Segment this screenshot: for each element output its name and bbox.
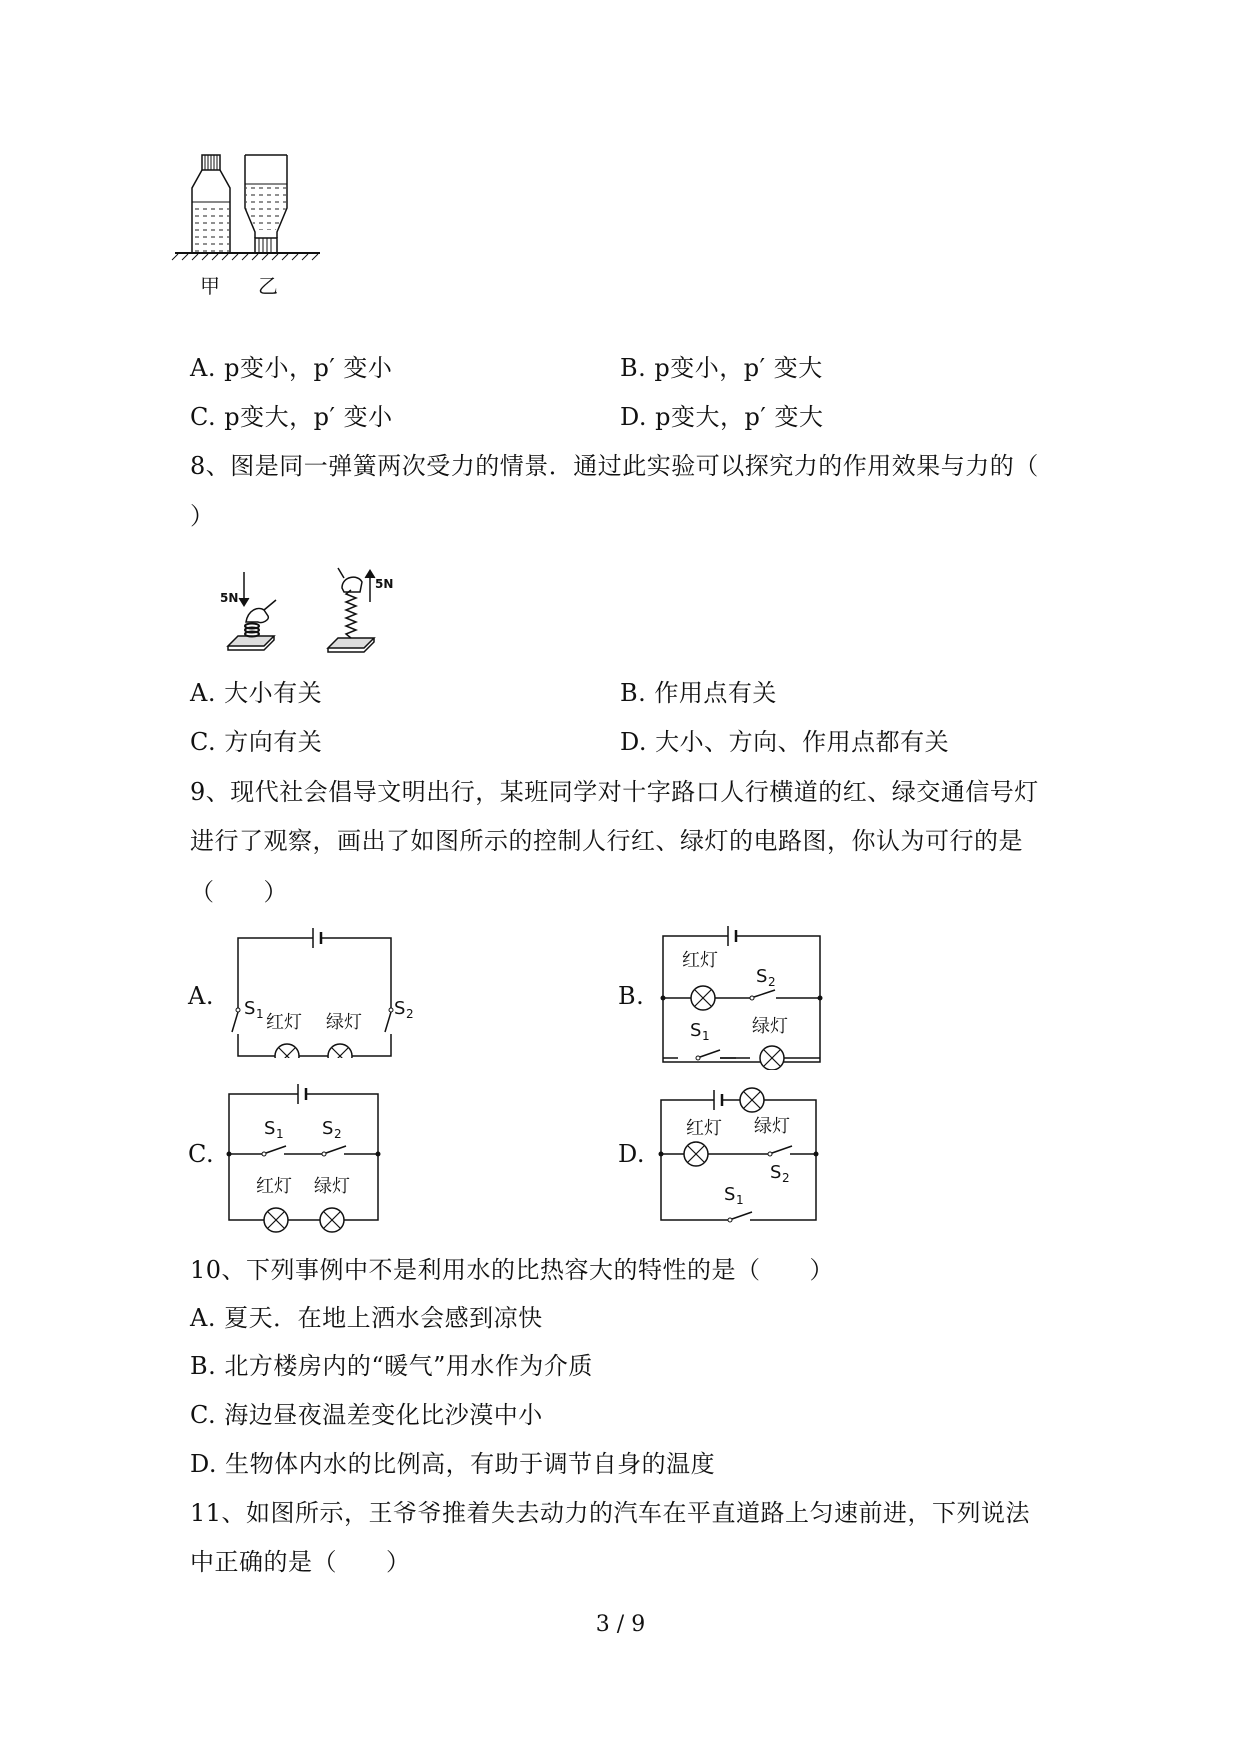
q9d-s2-label: S <box>770 1162 782 1183</box>
q8-force-label-right: 5N <box>375 577 394 591</box>
q9-option-b-letter: B. <box>618 982 645 1010</box>
q9-circuit-c <box>226 1080 386 1234</box>
q9a-s2-label: S <box>394 998 406 1019</box>
q10-option-c: C. 海边昼夜温差变化比沙漠中小 <box>190 1401 543 1429</box>
q8-force-label-left: 5N <box>220 591 239 605</box>
q9b-red-lamp-label: 红灯 <box>682 950 718 971</box>
q9-stem-line3: （ ） <box>190 878 288 906</box>
q8-option-b: B. 作用点有关 <box>620 679 777 707</box>
q8-spring-figure <box>218 566 408 662</box>
q9a-s2-sub: 2 <box>406 1007 414 1021</box>
q8-option-c: C. 方向有关 <box>190 728 323 756</box>
q9-circuit-d <box>658 1086 828 1234</box>
q9-circuit-a <box>228 918 428 1058</box>
q10-option-d: D. 生物体内水的比例高，有助于调节自身的温度 <box>190 1450 716 1478</box>
q9c-red-lamp-label: 红灯 <box>256 1176 292 1197</box>
q9d-s1-label: S <box>724 1184 736 1205</box>
q10-stem: 10、下列事例中不是利用水的比热容大的特性的是（ ） <box>190 1256 835 1284</box>
q7-label-yi: 乙 <box>258 274 278 298</box>
q9a-red-lamp-label: 红灯 <box>266 1012 302 1033</box>
q9a-s1-label: S <box>244 998 256 1019</box>
q8-stem-line1: 8、图是同一弹簧两次受力的情景．通过此实验可以探究力的作用效果与力的（ <box>190 452 1039 480</box>
q11-stem-line1: 11、如图所示，王爷爷推着失去动力的汽车在平直道路上匀速前进，下列说法 <box>190 1499 1031 1527</box>
q9-stem-line2: 进行了观察，画出了如图所示的控制人行红、绿灯的电路图，你认为可行的是 <box>190 827 1023 855</box>
q7-option-b: B. p变小，p′ 变大 <box>620 354 823 382</box>
q9c-s1-label: S <box>264 1118 276 1139</box>
q9c-s2-label: S <box>322 1118 334 1139</box>
q9d-s2-sub: 2 <box>782 1171 790 1185</box>
q11-stem-line2: 中正确的是（ ） <box>190 1548 411 1576</box>
q7-option-a: A. p变小，p′ 变小 <box>190 354 393 382</box>
q7-option-d: D. p变大，p′ 变大 <box>620 403 824 431</box>
q9d-red-lamp-label: 红灯 <box>686 1118 722 1139</box>
q9b-s2-label: S <box>756 966 768 987</box>
q9-option-c-letter: C. <box>188 1140 215 1168</box>
q9c-s1-sub: 1 <box>276 1127 284 1141</box>
q7-label-jia: 甲 <box>200 274 220 298</box>
q10-option-a: A. 夏天．在地上洒水会感到凉快 <box>190 1304 543 1332</box>
page-number: 3 / 9 <box>595 1612 646 1637</box>
q9a-s1-sub: 1 <box>256 1007 264 1021</box>
q9b-s2-sub: 2 <box>768 975 776 989</box>
q7-option-c: C. p变大，p′ 变小 <box>190 403 393 431</box>
q9-circuit-b <box>660 920 830 1070</box>
q9b-s1-sub: 1 <box>702 1029 710 1043</box>
q9-stem-line1: 9、现代社会倡导文明出行，某班同学对十字路口人行横道的红、绿交通信号灯 <box>190 778 1039 806</box>
q10-option-b: B. 北方楼房内的“暖气”用水作为介质 <box>190 1352 593 1380</box>
q9d-green-lamp-label: 绿灯 <box>754 1116 790 1137</box>
q9c-green-lamp-label: 绿灯 <box>314 1176 350 1197</box>
q9a-green-lamp-label: 绿灯 <box>326 1012 362 1033</box>
q9b-s1-label: S <box>690 1020 702 1041</box>
q8-option-d: D. 大小、方向、作用点都有关 <box>620 728 950 756</box>
q9b-green-lamp-label: 绿灯 <box>752 1016 788 1037</box>
q7-bottles-figure <box>170 150 340 300</box>
q9d-s1-sub: 1 <box>736 1193 744 1207</box>
q8-option-a: A. 大小有关 <box>190 679 323 707</box>
q9-option-d-letter: D. <box>618 1140 646 1168</box>
q8-stem-line2: ） <box>190 502 215 530</box>
q9-option-a-letter: A. <box>188 982 214 1010</box>
q9c-s2-sub: 2 <box>334 1127 342 1141</box>
